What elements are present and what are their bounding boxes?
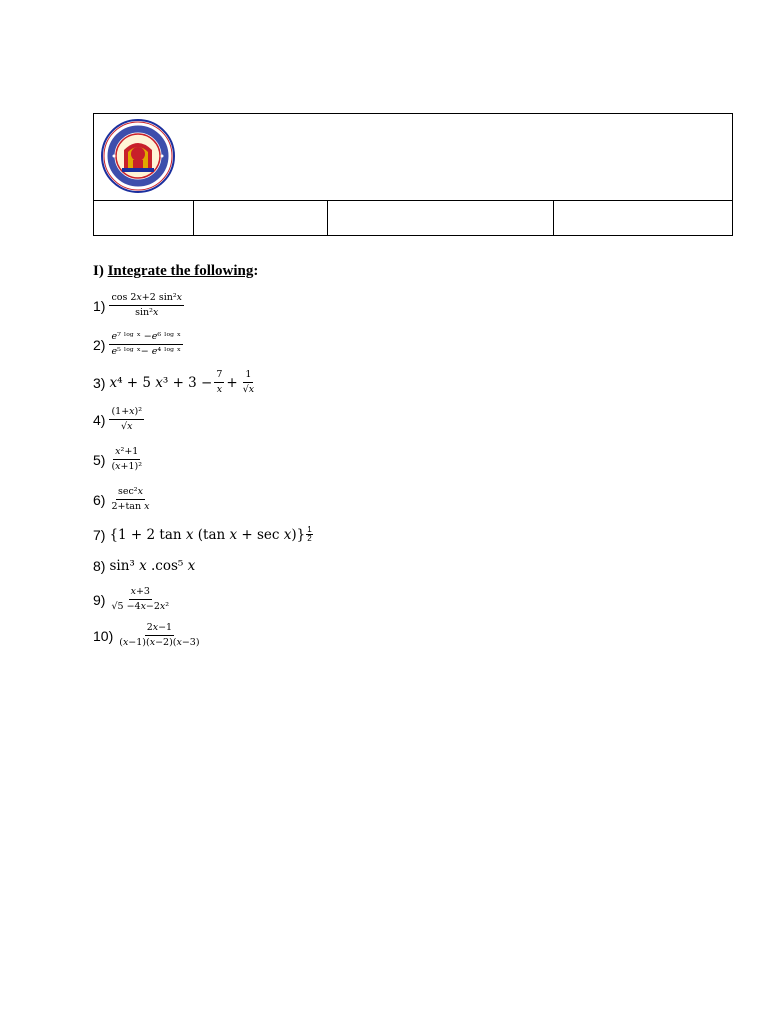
numerator: 𝑥²+1 bbox=[113, 446, 140, 460]
numerator: cos 2𝑥+2 sin²𝑥 bbox=[109, 292, 184, 306]
header-cell-1 bbox=[94, 200, 194, 235]
question-5 bbox=[93, 446, 144, 473]
question-number: 9) bbox=[93, 591, 106, 608]
question-1 bbox=[93, 292, 184, 319]
header-cell-2 bbox=[193, 200, 328, 235]
fraction bbox=[109, 292, 184, 319]
plus-sign: + bbox=[226, 374, 238, 391]
header-cell-3 bbox=[327, 200, 554, 235]
question-6 bbox=[93, 486, 151, 513]
question-7 bbox=[93, 526, 313, 543]
fraction bbox=[109, 406, 144, 433]
question-2 bbox=[93, 331, 183, 358]
section-prefix: I) bbox=[93, 263, 104, 279]
denominator: √𝑥 bbox=[121, 421, 133, 432]
fraction bbox=[109, 331, 183, 358]
denominator: √5 −4𝑥−2𝑥² bbox=[111, 601, 170, 612]
header-cell-4 bbox=[553, 200, 733, 235]
fraction bbox=[117, 622, 201, 649]
numerator: (1+𝑥)² bbox=[109, 406, 144, 420]
question-number: 3) bbox=[93, 374, 106, 391]
expression: 𝑥⁴ + 5 𝑥³ + 3 − bbox=[109, 374, 213, 391]
denominator: sin²𝑥 bbox=[135, 307, 159, 318]
numerator: sec²𝑥 bbox=[116, 486, 145, 500]
question-10 bbox=[93, 622, 202, 649]
question-number: 5) bbox=[93, 451, 106, 468]
exponent-fraction bbox=[306, 526, 312, 543]
header-table bbox=[93, 113, 733, 236]
denominator: 2+tan 𝑥 bbox=[111, 501, 150, 512]
denominator: 𝑥 bbox=[216, 384, 223, 395]
exponent-numerator: 1 bbox=[307, 525, 312, 534]
numerator: 𝑥+3 bbox=[129, 586, 152, 600]
school-logo bbox=[100, 118, 176, 194]
numerator: 2𝑥−1 bbox=[145, 622, 174, 636]
exponent-denominator: 2 bbox=[307, 534, 312, 543]
question-number: 10) bbox=[93, 627, 114, 644]
denominator: 𝑒⁵ ˡᵒᵍ ˣ− 𝑒⁴ ˡᵒᵍ ˣ bbox=[111, 346, 181, 357]
header-info-row bbox=[94, 200, 732, 235]
fraction bbox=[109, 586, 171, 613]
question-9 bbox=[93, 586, 171, 613]
header-top-row bbox=[94, 114, 732, 201]
fraction bbox=[214, 369, 224, 396]
denominator: (𝑥−1)(𝑥−2)(𝑥−3) bbox=[119, 637, 200, 648]
numerator: 7 bbox=[214, 369, 224, 383]
section-suffix: : bbox=[253, 263, 259, 279]
question-number: 7) bbox=[93, 526, 106, 543]
numerator: 𝑒⁷ ˡᵒᵍ ˣ −𝑒⁶ ˡᵒᵍ ˣ bbox=[109, 331, 183, 345]
question-number: 1) bbox=[93, 297, 106, 314]
fraction bbox=[109, 446, 144, 473]
question-8 bbox=[93, 558, 195, 574]
fraction bbox=[109, 486, 151, 513]
section-title bbox=[93, 263, 258, 280]
question-number: 6) bbox=[93, 491, 106, 508]
question-4 bbox=[93, 406, 144, 433]
denominator: √𝑥 bbox=[242, 384, 255, 395]
question-number: 8) bbox=[93, 558, 106, 574]
expression: sin³ 𝑥 .cos⁵ 𝑥 bbox=[109, 558, 196, 574]
question-number: 2) bbox=[93, 336, 106, 353]
question-3 bbox=[93, 369, 256, 396]
denominator: (𝑥+1)² bbox=[111, 461, 143, 472]
expression: {1 + 2 tan 𝑥 (tan 𝑥 + sec 𝑥)} bbox=[109, 526, 306, 543]
numerator: 1 bbox=[243, 369, 253, 383]
section-heading: Integrate the following bbox=[107, 263, 254, 279]
fraction bbox=[241, 369, 256, 396]
question-number: 4) bbox=[93, 411, 106, 428]
